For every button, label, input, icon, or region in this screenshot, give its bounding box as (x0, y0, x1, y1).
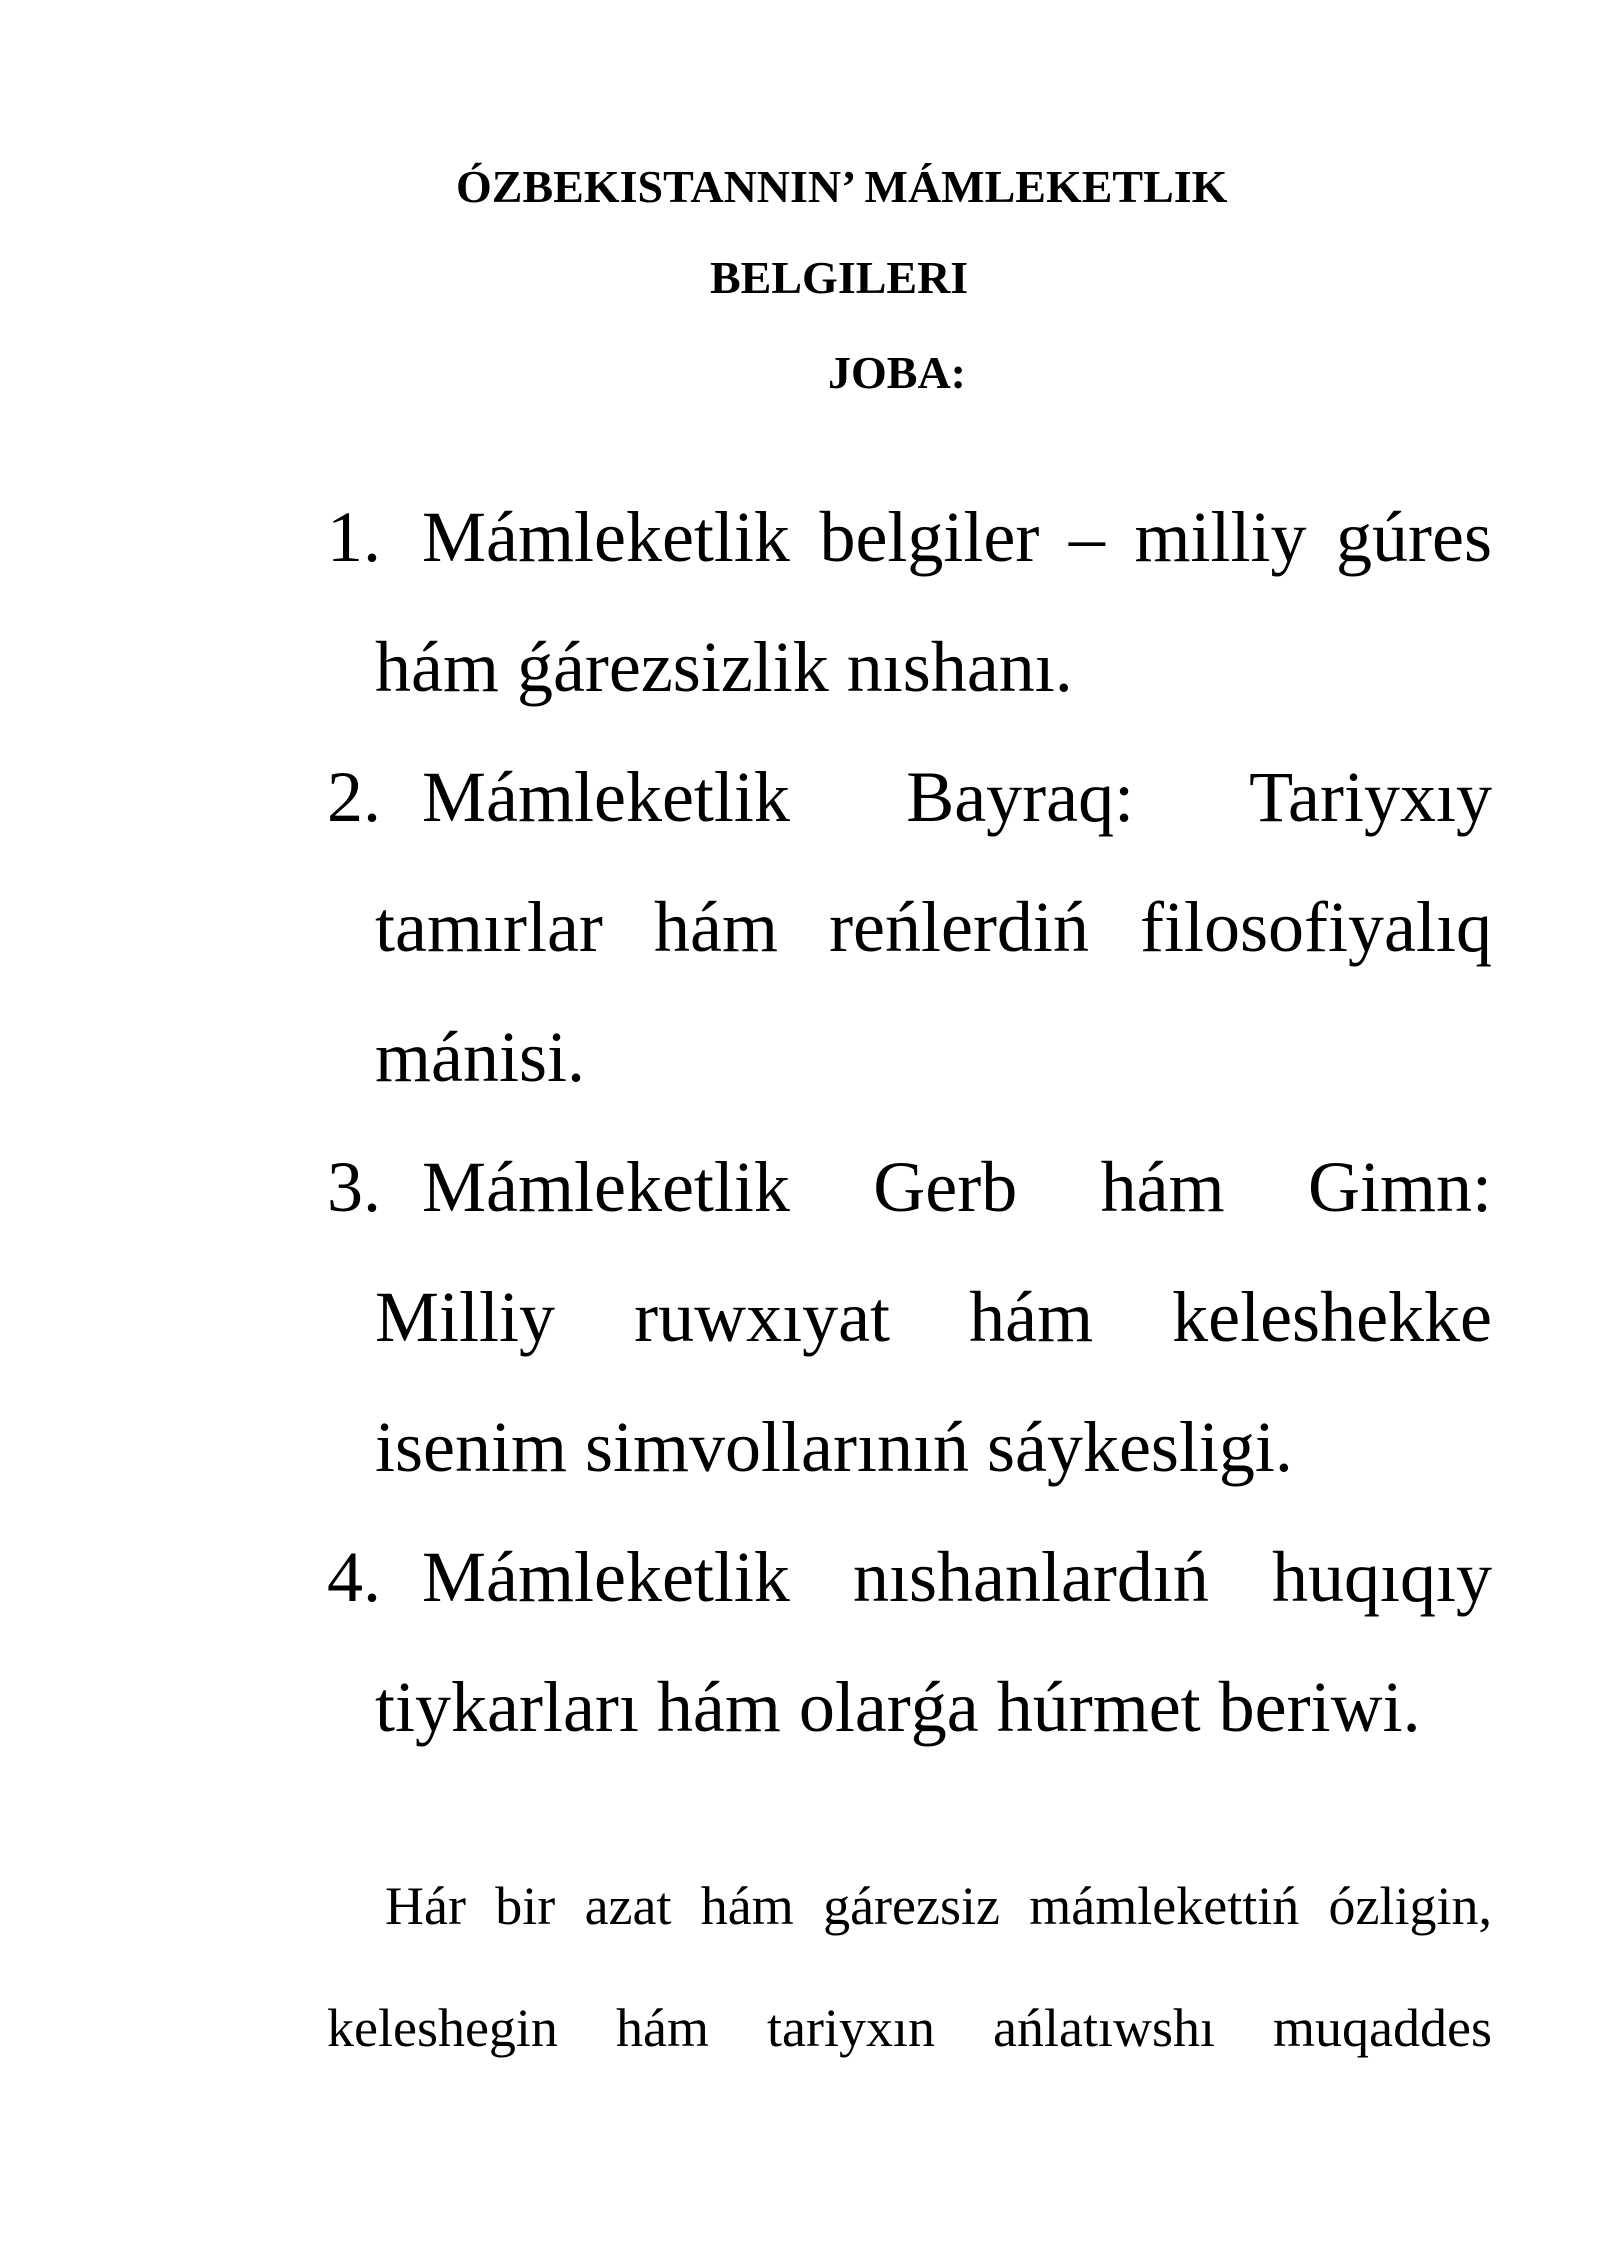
plan-item-text: Mámleketlik Gerb hám Gimn: Milliy ruwxıyat hám keleshekke isenim simvollarınıń sáykesligi. (375, 1147, 1492, 1487)
plan-item-text: Mámleketlik belgiler – milliy gúres hám ǵárezsizlik nıshanı. (375, 497, 1492, 707)
plan-item-number: 1. (327, 497, 381, 577)
plan-item-2 (327, 732, 1492, 1122)
plan-item-1 (327, 472, 1492, 732)
body-paragraph: Hár bir azat hám gárezsiz mámlekettiń ózligin, keleshegin hám tariyxın ańlatıwshı muqaddes (327, 1876, 1492, 2058)
document-title-line-1: ÓZBEKISTANNIN’ MÁMLEKETLIK (456, 161, 1228, 212)
plan-item-text: Mámleketlik Bayraq: Tariyxıy tamırlar hám reńlerdiń filosofiyalıq mánisi. (375, 757, 1492, 1097)
plan-item-number: 3. (327, 1147, 381, 1227)
plan-item-3 (327, 1122, 1492, 1512)
plan-item-number: 2. (327, 757, 381, 837)
document-title-line-2: BELGILERI (710, 252, 969, 303)
plan-item-text: Mámleketlik nıshanlardıń huqıqıy tiykarları hám olarǵa húrmet beriwi. (375, 1537, 1492, 1747)
plan-item-4 (327, 1512, 1492, 1772)
plan-heading: JOBA: (828, 347, 966, 398)
plan-item-number: 4. (327, 1537, 381, 1617)
plan-list (327, 472, 1492, 1772)
